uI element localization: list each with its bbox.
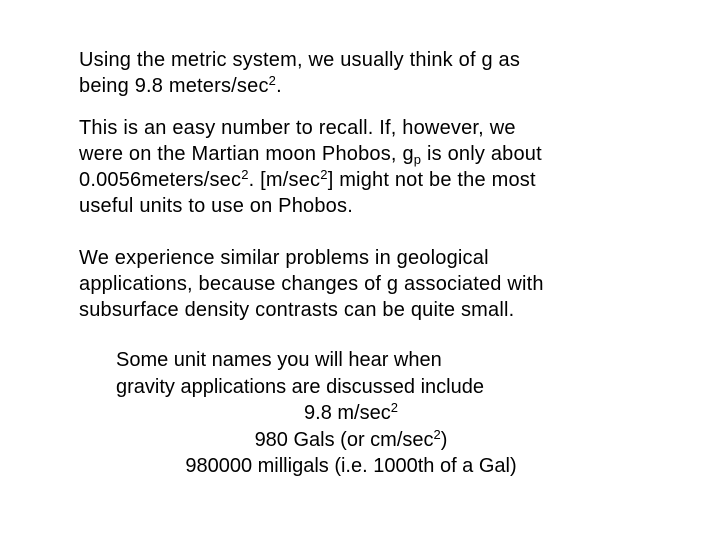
intro-paragraph xyxy=(79,47,649,99)
phobos-line-1: This is an easy number to recall. If, however, we xyxy=(79,117,516,139)
intro-line-1: Using the metric system, we usually think of g as xyxy=(79,49,521,71)
phobos-line-4: useful units to use on Phobos. xyxy=(79,195,353,217)
units-line-2: gravity applications are discussed include xyxy=(116,375,484,398)
geology-line-3: subsurface density contrasts can be quite small. xyxy=(79,299,515,321)
unit-milligals: 980000 milligals (i.e. 1000th of a Gal) xyxy=(185,455,517,477)
unit-m-per-sec2: 9.8 $m/\sec^2$ xyxy=(304,400,398,424)
geology-paragraph xyxy=(79,245,649,323)
unit-names-block xyxy=(116,347,586,480)
phobos-paragraph xyxy=(79,115,649,219)
subscript-p: p xyxy=(413,152,422,167)
units-line-1: Some unit names you will hear when xyxy=(116,349,442,371)
phobos-line-2: were on the Martian moon Phobos, $g_p$ is only about xyxy=(79,143,542,167)
superscript-2: 2 xyxy=(268,73,277,88)
unit-gals: 980 Gals (or $cm/\sec^2$) xyxy=(254,426,448,451)
intro-line-2: being 9.8 meters/$\sec^2$. xyxy=(79,73,282,97)
geology-line-2: applications, because changes of g associated with xyxy=(79,273,544,295)
geology-line-1: We experience similar problems in geological xyxy=(79,247,489,269)
phobos-line-3: $0.0056meters/\sec^2$. $[m/\sec^2]$ might not be the most xyxy=(79,167,536,191)
